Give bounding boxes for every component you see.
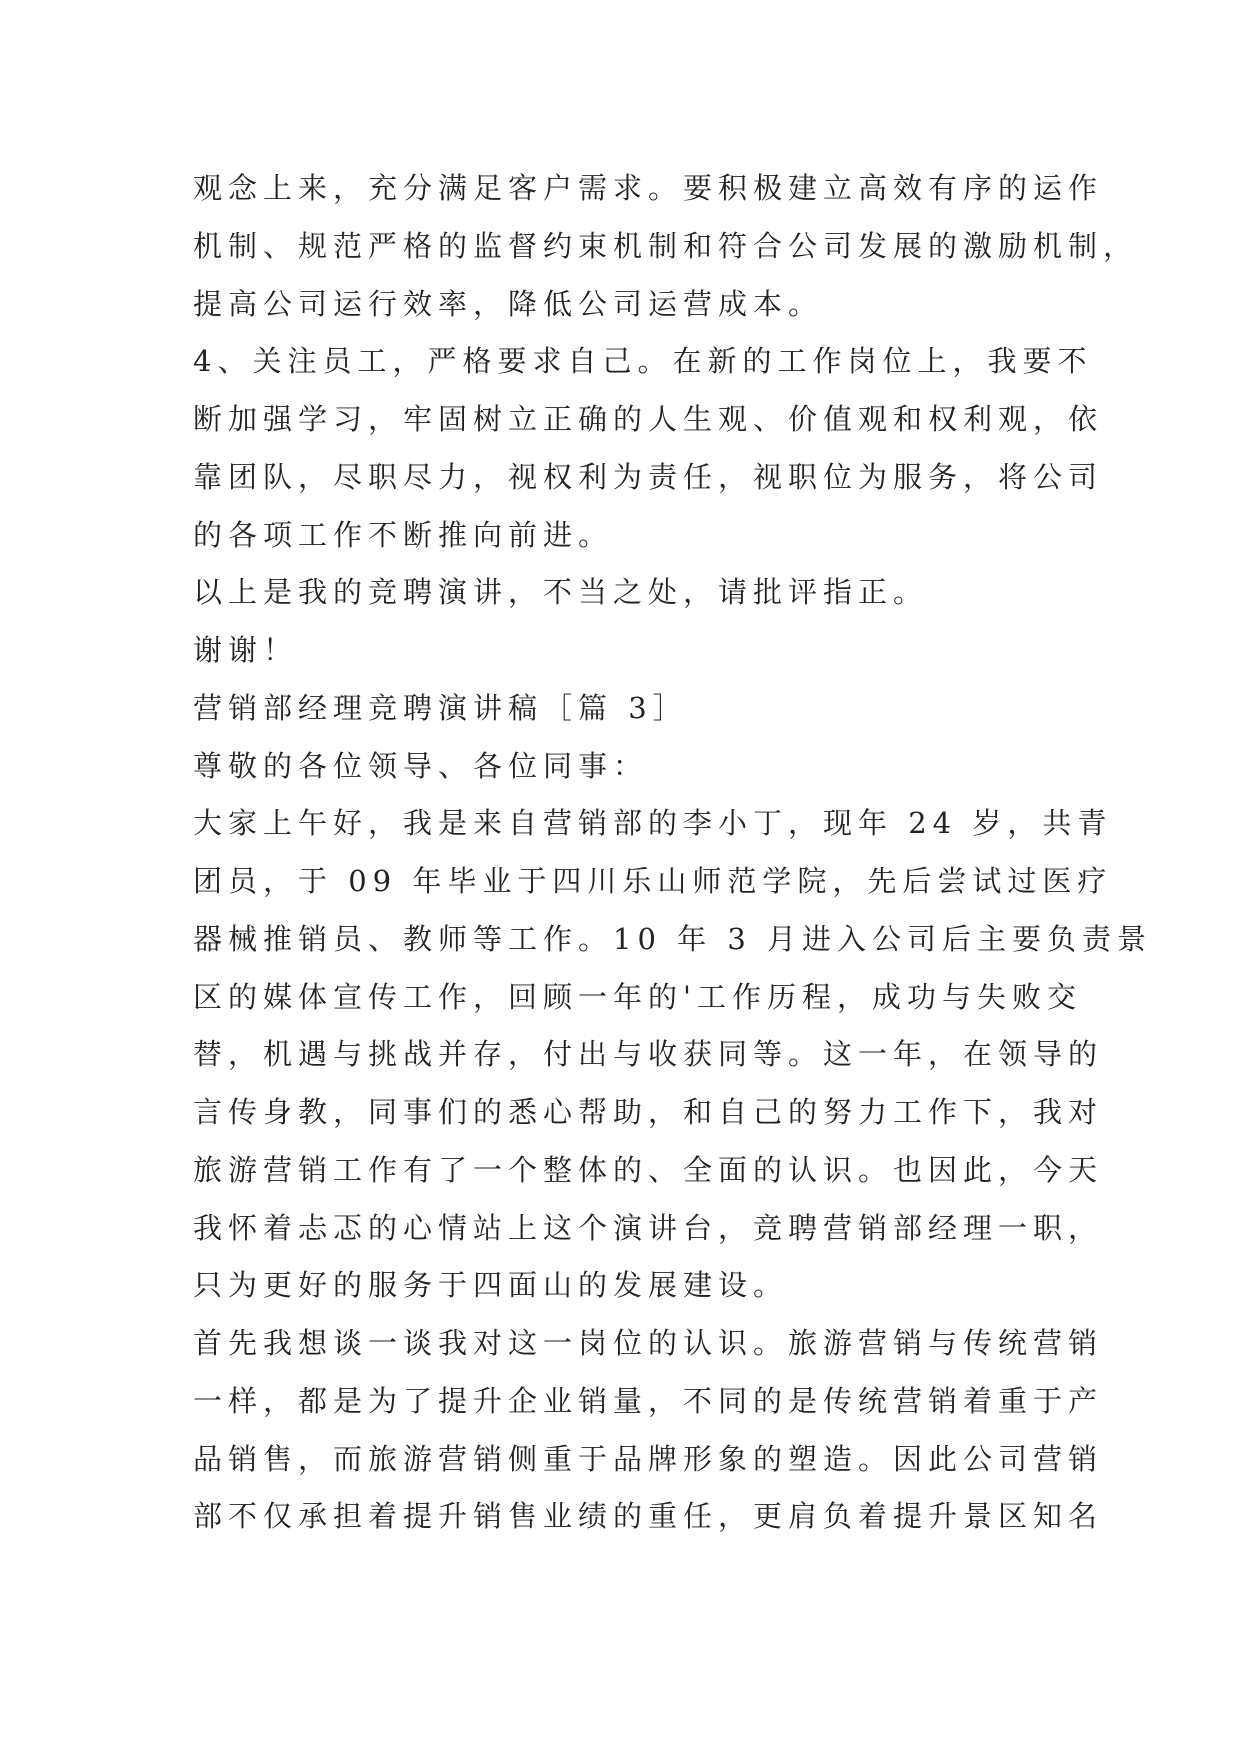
text-line: 一样，都是为了提升企业销量，不同的是传统营销着重于产 — [193, 1383, 1104, 1418]
text-line: 断加强学习，牢固树立正确的人生观、价值观和权利观，依 — [193, 402, 1104, 436]
text-line: 旅游营销工作有了一个整体的、全面的认识。也因此，今天 — [193, 1152, 1104, 1187]
text-line: 提高公司运行效率，降低公司运营成本。 — [193, 286, 824, 321]
text-line: 4、关注员工，严格要求自己。在新的工作岗位上，我要不 — [193, 344, 1093, 379]
text-line: 部不仅承担着提升销售业绩的重任，更肩负着提升景区知名 — [193, 1499, 1104, 1534]
text-line: 我怀着忐忑的心情站上这个演讲台，竞聘营销部经理一职， — [193, 1210, 1104, 1245]
text-line: 言传身教，同事们的悉心帮助，和自己的努力工作下，我对 — [193, 1095, 1104, 1129]
text-line: 器械推销员、教师等工作。10 年 3 月进入公司后主要负责景 — [193, 921, 1153, 956]
text-line: 靠团队，尽职尽力，视权利为责任，视职位为服务，将公司 — [193, 459, 1104, 494]
salutation: 尊敬的各位领导、各位同事： — [193, 748, 649, 783]
text-line: 品销售，而旅游营销侧重于品牌形象的塑造。因此公司营销 — [193, 1441, 1104, 1476]
text-line: 的各项工作不断推向前进。 — [193, 517, 614, 552]
section-heading: 营销部经理竞聘演讲稿［篇 3］ — [193, 690, 688, 725]
text-line: 只为更好的服务于四面山的发展建设。 — [193, 1268, 789, 1303]
text-line: 以上是我的竞聘演讲，不当之处，请批评指正。 — [193, 575, 929, 610]
text-line: 观念上来，充分满足客户需求。要积极建立高效有序的运作 — [193, 171, 1104, 205]
text-line: 谢谢！ — [193, 633, 299, 667]
text-line: 大家上午好，我是来自营销部的李小丁，现年 24 岁，共青 — [193, 806, 1113, 841]
text-line: 团员，于 09 年毕业于四川乐山师范学院，先后尝试过医疗 — [193, 864, 1113, 898]
text-line: 区的媒体宣传工作，回顾一年的'工作历程，成功与失败交 — [193, 979, 1082, 1014]
text-line: 首先我想谈一谈我对这一岗位的认识。旅游营销与传统营销 — [193, 1326, 1104, 1360]
text-line: 替，机遇与挑战并存，付出与收获同等。这一年，在领导的 — [193, 1037, 1104, 1072]
text-line: 机制、规范严格的监督约束机制和符合公司发展的激励机制， — [193, 228, 1139, 263]
document-body — [193, 160, 1153, 1546]
